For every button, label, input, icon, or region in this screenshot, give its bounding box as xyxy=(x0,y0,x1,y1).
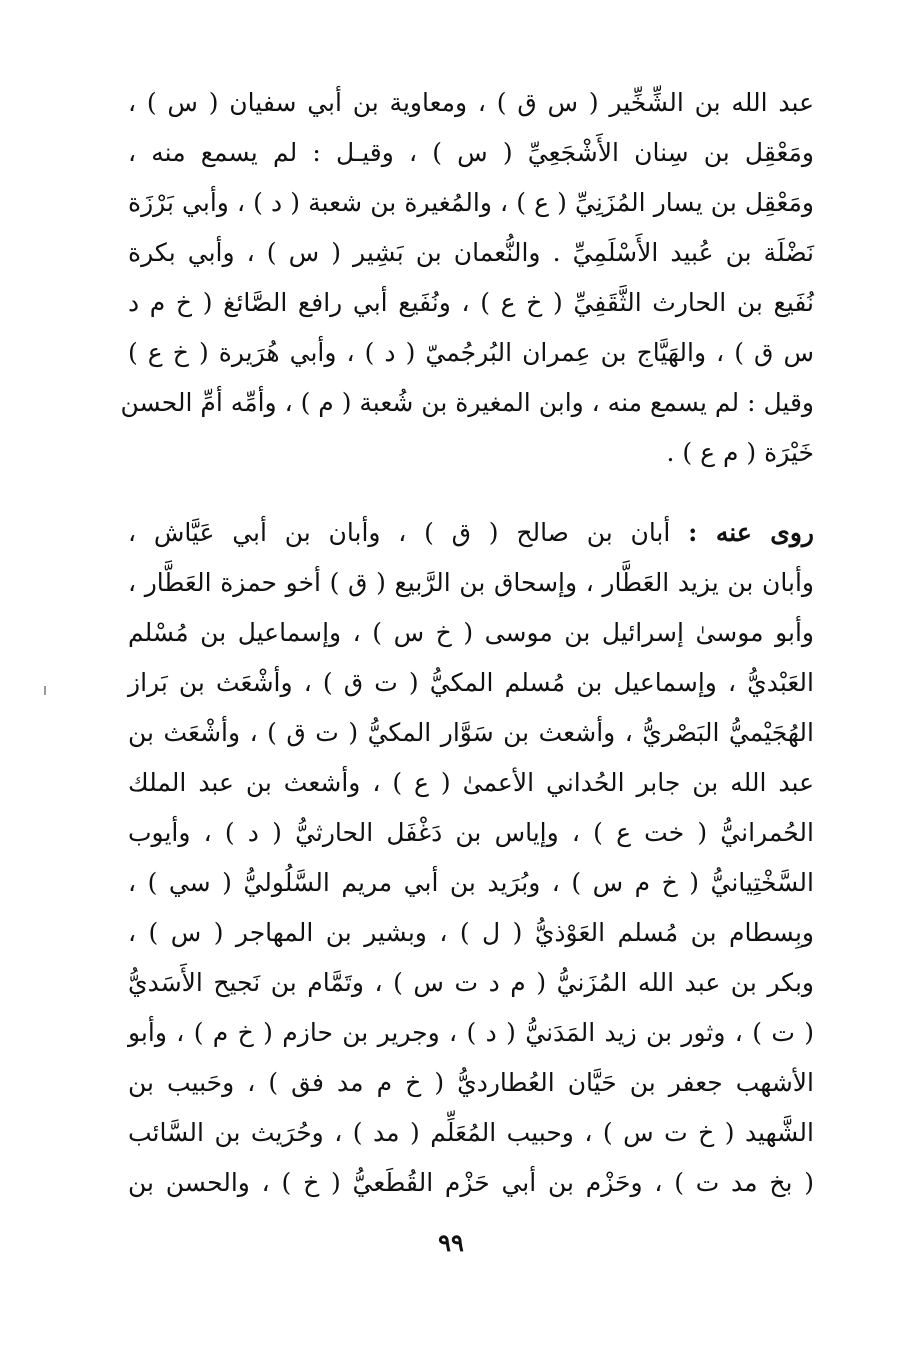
text-line: عبد الله بن جابر الحُداني الأعمىٰ ( ع ) ، وأشعث بن عبد الملك xyxy=(128,768,814,797)
text-line: وأبو موسىٰ إسرائيل بن موسى ( خ س ) ، وإسماعيل بن مُسْلم xyxy=(128,618,814,647)
text-line-rest: أبان بن صالح ( ق ) ، وأبان بن أبي عَيَّاش ، xyxy=(128,518,689,547)
text-line: العَبْديُّ ، وإسماعيل بن مُسلم المكيُّ ( ت ق ) ، وأشْعَث بن بَراز xyxy=(128,668,814,697)
paragraph-narrated-from xyxy=(120,78,814,478)
section-lead: روى عنه : xyxy=(688,518,814,547)
text-line: وبِسطام بن مُسلم العَوْذيُّ ( ل ) ، وبشير بن المهاجر ( س ) ، xyxy=(128,918,814,947)
text-line: السَّخْتِيانيُّ ( خ م س ) ، وبُرَيد بن أبي مريم السَّلُوليُّ ( سي ) ، xyxy=(128,868,814,897)
paragraph-narrated-by xyxy=(128,508,814,1208)
text-line: نُفَيع بن الحارث الثَّقَفِيِّ ( خ ع ) ، ونُفَيع أبي رافع الصَّائغ ( خ م د xyxy=(128,288,814,317)
text-line-first xyxy=(128,508,814,558)
text-line: الهُجَيْميُّ البَصْريُّ ، وأشعث بن سَوَّار المكيُّ ( ت ق ) ، وأشْعَث بن xyxy=(128,718,814,747)
text-line: ومَعْقِل بن سِنان الأَشْجَعِيِّ ( س ) ، وقيـل : لم يسمع منه ، xyxy=(128,138,814,167)
text-line: وبكر بن عبد الله المُزَنيُّ ( م د ت س ) ، وتَمَّام بن نَجيح الأَسَديُّ xyxy=(128,968,814,997)
text-line: الأشهب جعفر بن حَيَّان العُطارديُّ ( خ م مد فق ) ، وحَبيب بن xyxy=(128,1068,814,1097)
text-line: خَيْرَة ( م ع ) . xyxy=(666,438,814,467)
text-line: الحُمرانيُّ ( خت ع ) ، وإياس بن دَغْفَل الحارثيُّ ( د ) ، وأيوب xyxy=(128,818,814,847)
text-line: وقيل : لم يسمع منه ، وابن المغيرة بن شُعبة ( م ) ، وأمِّه أمِّ الحسن xyxy=(120,388,814,417)
text-line: ( ت ) ، وثور بن زيد المَدَنيُّ ( د ) ، وجرير بن حازم ( خ م ) ، وأبو xyxy=(128,1018,814,1047)
text-line: وأبان بن يزيد العَطَّار ، وإسحاق بن الرَّبيع ( ق ) أخو حمزة العَطَّار ، xyxy=(128,568,814,597)
text-line: عبد الله بن الشِّخِّير ( س ق ) ، ومعاوية بن أبي سفيان ( س ) ، xyxy=(128,88,814,117)
page-number: ٩٩ xyxy=(438,1228,464,1257)
margin-mark xyxy=(44,686,46,695)
text-line: ( بخ مد ت ) ، وحَزْم بن أبي حَزْم القُطَعيُّ ( خ ) ، والحسن بن xyxy=(128,1168,814,1197)
text-line: نَضْلَة بن عُبيد الأَسْلَمِيِّ . والنُّعمان بن بَشِير ( س ) ، وأبي بكرة xyxy=(128,238,814,267)
text-line: س ق ) ، والهَيَّاج بن عِمران البُرجُميّ ( د ) ، وأبي هُرَيرة ( خ ع ) xyxy=(128,338,814,367)
text-line: الشَّهيد ( خ ت س ) ، وحبيب المُعَلِّم ( مد ) ، وحُرَيث بن السَّائب xyxy=(128,1118,814,1147)
text-line: ومَعْقِل بن يسار المُزَنِيِّ ( ع ) ، والمُغيرة بن شعبة ( د ) ، وأبي بَرْزَة xyxy=(128,188,814,217)
